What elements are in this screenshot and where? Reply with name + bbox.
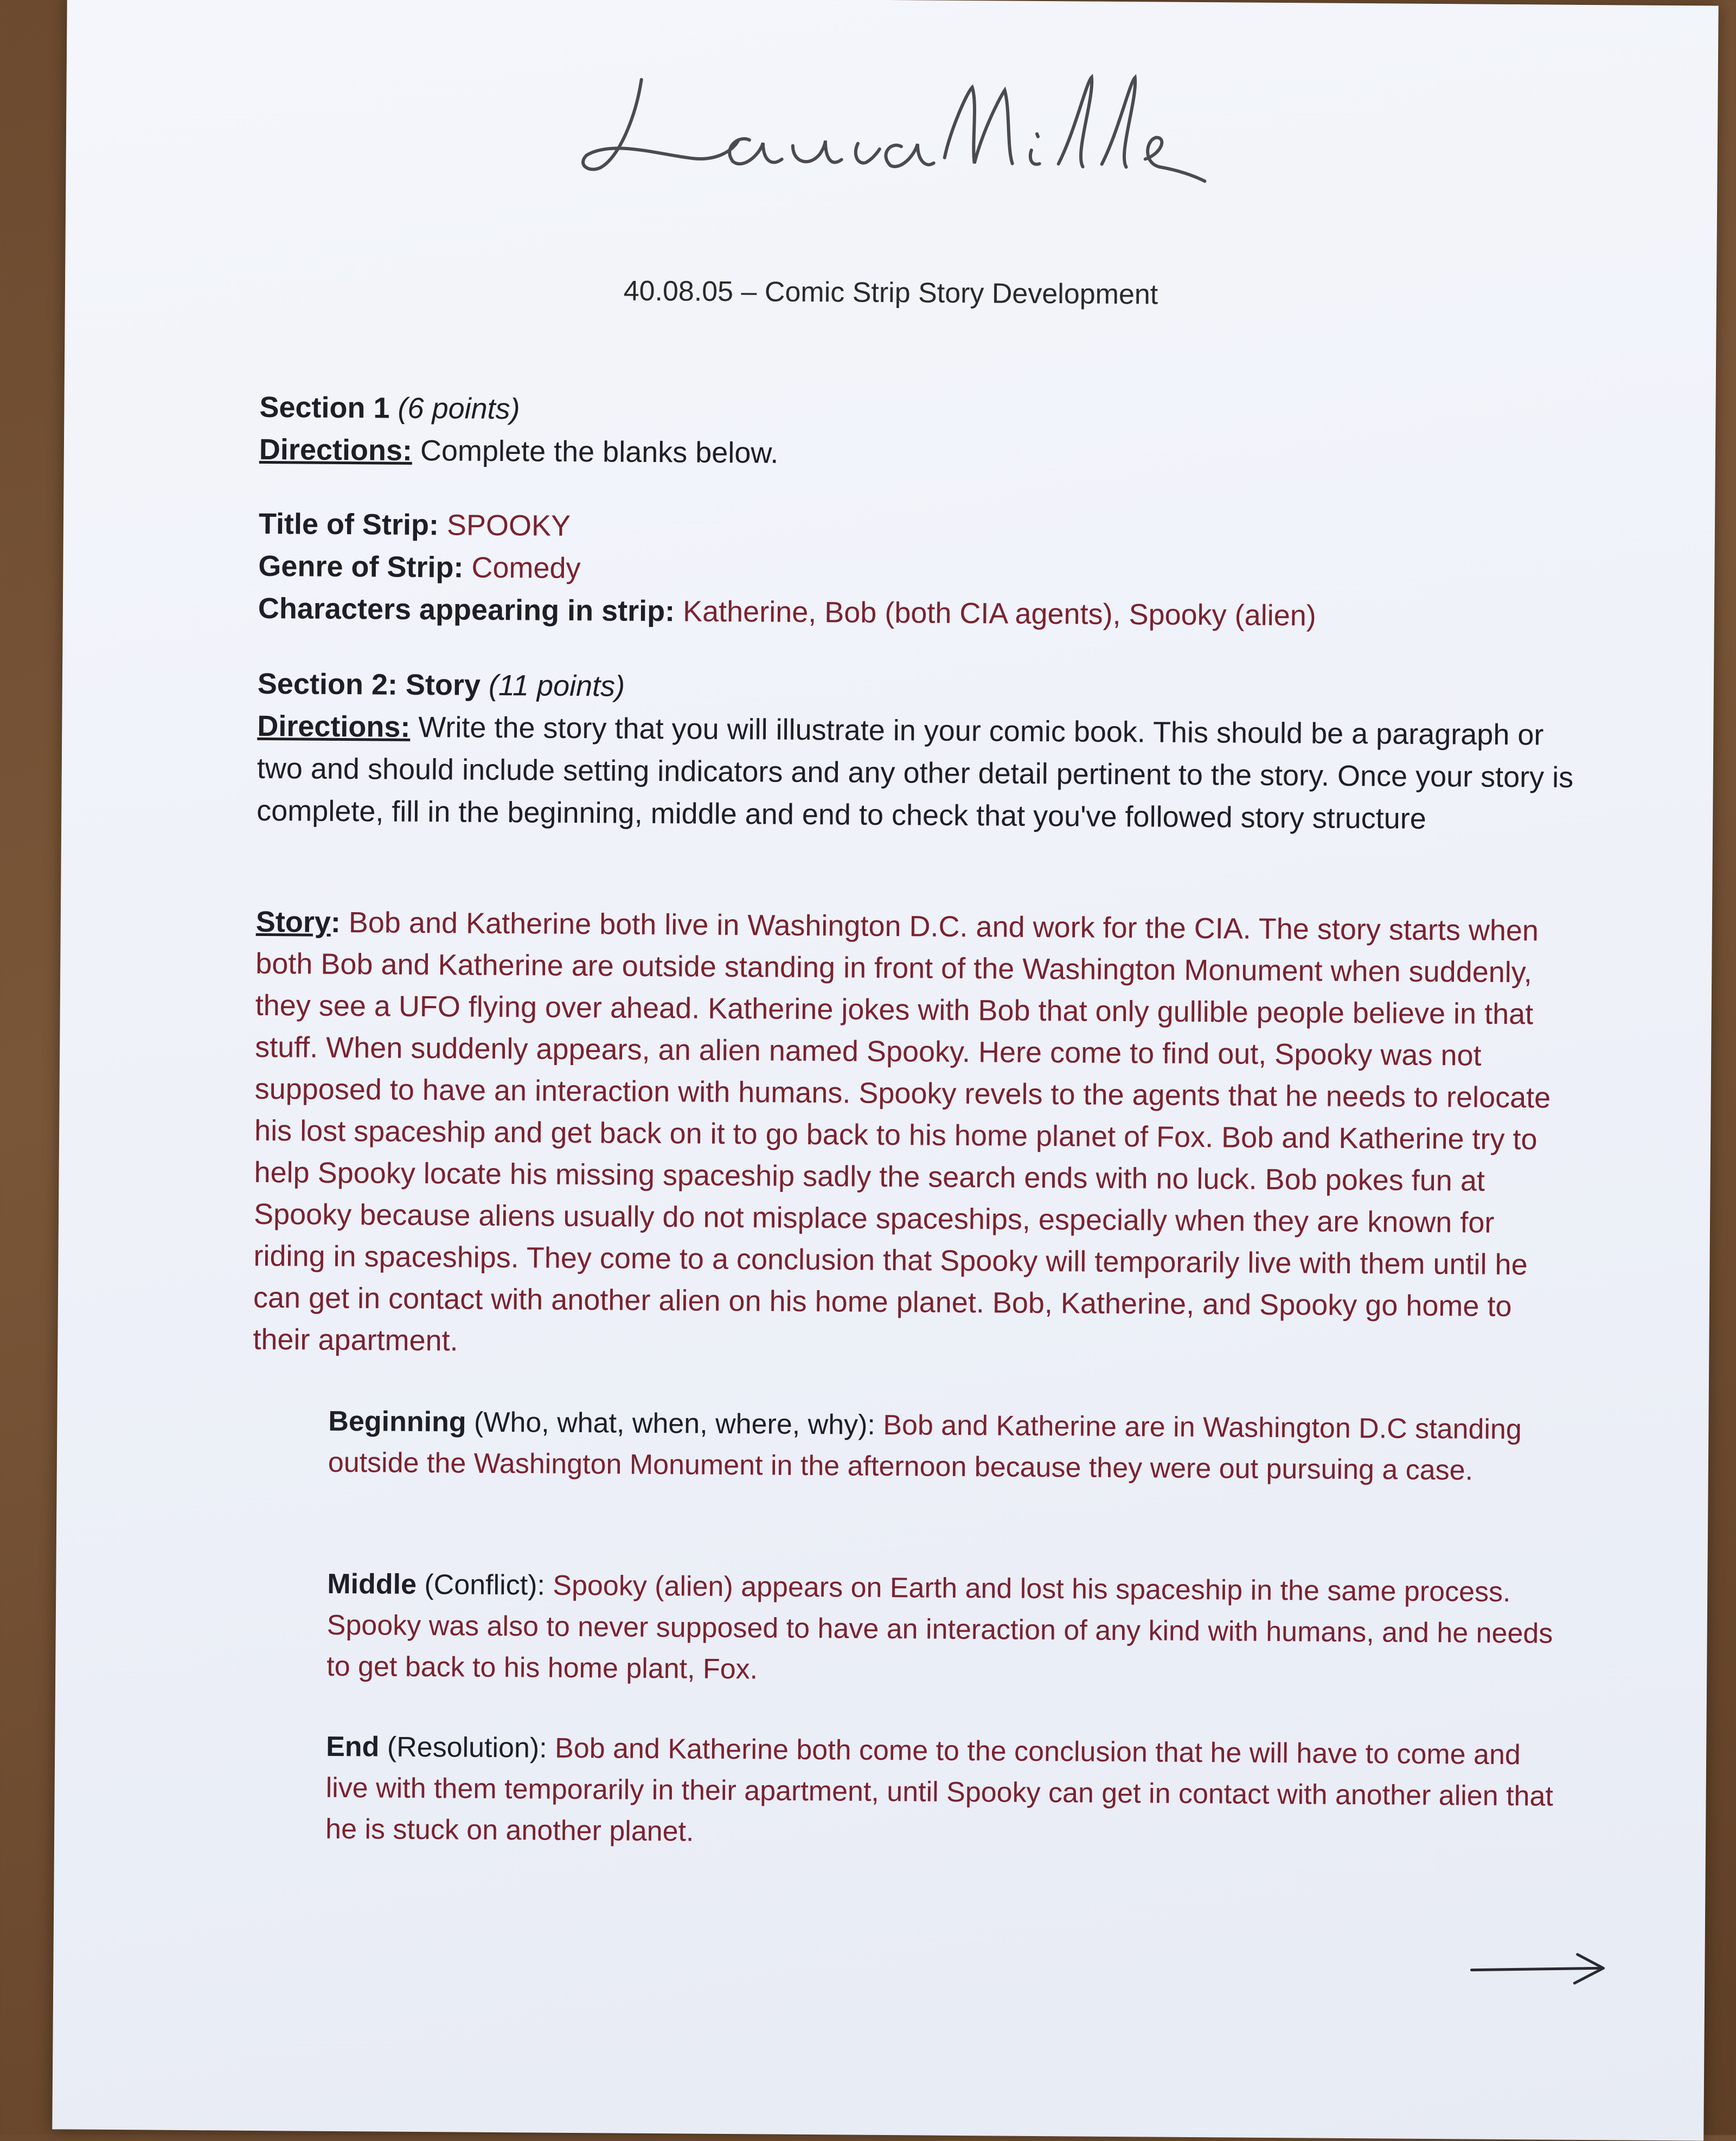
middle-text: Spooky (alien) appears on Earth and lost his spaceship in the same process. Spooky was also to never supposed to have an interaction of any kind with humans, and he needs to get back to his home plant, Fox. — [326, 1569, 1553, 1685]
strip-fields — [258, 503, 1577, 639]
field-value-genre: Comedy — [471, 551, 581, 585]
worksheet-page — [52, 0, 1718, 2141]
field-value-title: SPOOKY — [446, 509, 571, 542]
story-label: Story — [255, 905, 331, 939]
field-label-title: Title of Strip: — [258, 507, 439, 542]
section-1-points: (6 points) — [398, 392, 520, 426]
end-block — [325, 1726, 1558, 1858]
end-qualifier: (Resolution): — [387, 1731, 547, 1764]
beginning-label: Beginning — [328, 1405, 466, 1438]
middle-qualifier: (Conflict): — [424, 1569, 546, 1601]
section-1-directions-text: Complete the blanks below. — [420, 434, 779, 470]
section-1-directions-label: Directions: — [259, 433, 413, 467]
section-2-directions-label: Directions: — [257, 709, 411, 743]
story-text: Bob and Katherine both live in Washington D.C. and work for the CIA. The story starts when both Bob and Katherine are outside standing in front of the Washington Monument when suddenly, they see a UFO flying over ahead. Katherine jokes with Bob that only gullible people believe in that stuff. When suddenly appears, an alien named Spooky. Here come to find out, Spooky was not supposed to have an interaction with humans. Spooky revels to the agents that he needs to relocate his lost spaceship and get back on it to go back to his home planet of Fox. Bob and Katherine try to help Spooky locate his missing spaceship sadly the search ends with no luck. Bob pokes fun at Spooky because aliens usually do not misplace spaceships, especially when they are known for riding in spaceships. They come to a conclusion that Spooky will temporarily live with them until he can get in contact with another alien on his home planet. Bob, Katherine, and Spooky go home to their apartment. — [253, 906, 1551, 1357]
section-2 — [257, 663, 1575, 841]
middle-block — [326, 1563, 1559, 1696]
handwritten-arrow-icon — [1469, 1946, 1610, 1990]
middle-label: Middle — [327, 1568, 417, 1600]
story-block — [253, 901, 1574, 1370]
section-1-title: Section 1 — [259, 390, 390, 425]
field-label-genre: Genre of Strip: — [258, 549, 464, 584]
handwritten-signature — [554, 30, 1260, 209]
story-colon: : — [330, 906, 341, 939]
beginning-block — [328, 1401, 1560, 1492]
section-1 — [259, 386, 1578, 480]
field-label-characters: Characters appearing in strip: — [258, 592, 675, 628]
worksheet-heading: 40.08.05 – Comic Strip Story Development — [623, 275, 1158, 311]
beginning-qualifier: (Who, what, when, where, why): — [473, 1406, 876, 1441]
field-value-characters: Katherine, Bob (both CIA agents), Spooky (alien) — [682, 595, 1316, 632]
section-2-points: (11 points) — [488, 669, 625, 703]
section-2-title: Section 2: Story — [257, 667, 481, 702]
end-label: End — [326, 1730, 380, 1763]
end-text: Bob and Katherine both come to the conclusion that he will have to come and live with them temporarily in their apartment, until Spooky can get in contact with another alien that he is stuck on another planet. — [325, 1732, 1554, 1848]
beginning-text: Bob and Katherine are in Washington D.C standing outside the Washington Monument in the afternoon because they were out pursuing a case. — [328, 1409, 1522, 1486]
section-2-directions-text: Write the story that you will illustrate in your comic book. This should be a paragraph or two and should include setting indicators and any other detail pertinent to the story. Once your story is complete, fill in the beginning, middle and end to check that you've followed story structure — [257, 710, 1574, 835]
